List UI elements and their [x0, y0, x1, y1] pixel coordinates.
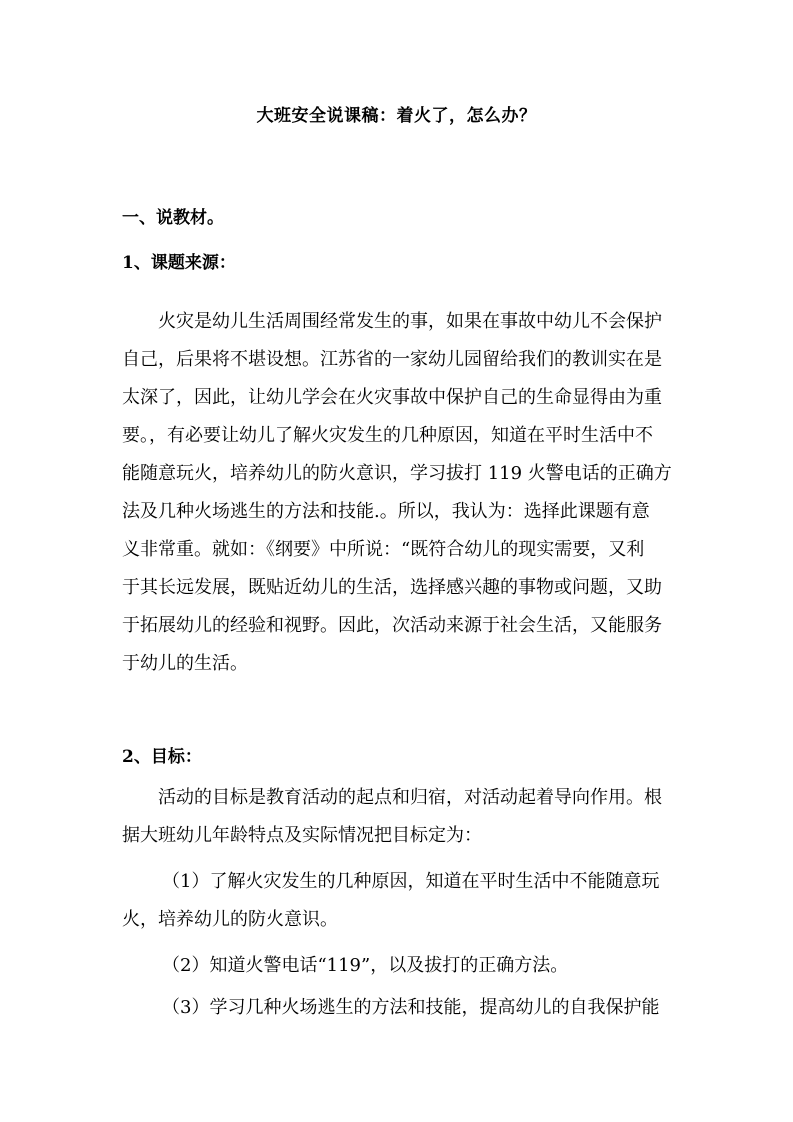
- goal-line: （2）知道火警电话“119”，以及拔打的正确方法。: [162, 955, 569, 976]
- document-title: 大班安全说课稿：着火了，怎么办？: [256, 106, 537, 126]
- paragraph-line: 于其长远发展，既贴近幼儿的生活，选择感兴趣的事物或问题，又助: [122, 577, 662, 598]
- paragraph-line: 火灾是幼儿生活周围经常发生的事，如果在事故中幼儿不会保护: [158, 311, 662, 332]
- goal-line: （1）了解火灾发生的几种原因，知道在平时生活中不能随意玩: [162, 871, 660, 892]
- section-heading-teaching-material: 一、说教材。: [122, 208, 224, 228]
- goal-line: 火，培养幼儿的防火意识。: [122, 909, 338, 930]
- paragraph-line: 法及几种火场逃生的方法和技能.。所以，我认为：选择此课题有意: [122, 501, 650, 522]
- paragraph-topic-source: [122, 310, 680, 690]
- paragraph-line: 活动的目标是教育活动的起点和归宿，对活动起着导向作用。根: [158, 787, 662, 808]
- paragraph-line: 义非常重。就如：《纲要》中所说：“既符合幼儿的现实需要，又利: [122, 539, 645, 560]
- paragraph-line: 太深了，因此，让幼儿学会在火灾事故中保护自己的生命显得由为重: [122, 387, 662, 408]
- paragraph-line: 自己，后果将不堪设想。江苏省的一家幼儿园留给我们的教训实在是: [122, 349, 662, 370]
- goal-item-3: [122, 996, 680, 1034]
- subheading-topic-source: 1、课题来源：: [122, 253, 236, 273]
- subheading-goals: 2、目标：: [122, 747, 202, 767]
- paragraph-line: 据大班幼儿年龄特点及实际情况把目标定为：: [122, 825, 482, 846]
- goal-item-1: [122, 870, 680, 946]
- paragraph-line: 能随意玩火，培养幼儿的防火意识，学习拔打 119 火警电话的正确方: [122, 463, 672, 484]
- paragraph-goals-intro: [122, 786, 680, 862]
- goal-item-2: [122, 954, 680, 992]
- paragraph-line: 于拓展幼儿的经验和视野。因此，次活动来源于社会生活，又能服务: [122, 615, 662, 636]
- paragraph-line: 于幼儿的生活。: [122, 653, 248, 674]
- paragraph-line: 要。，有必要让幼儿了解火灾发生的几种原因，知道在平时生活中不: [122, 425, 653, 446]
- goal-line: （3）学习几种火场逃生的方法和技能，提高幼儿的自我保护能: [162, 997, 660, 1018]
